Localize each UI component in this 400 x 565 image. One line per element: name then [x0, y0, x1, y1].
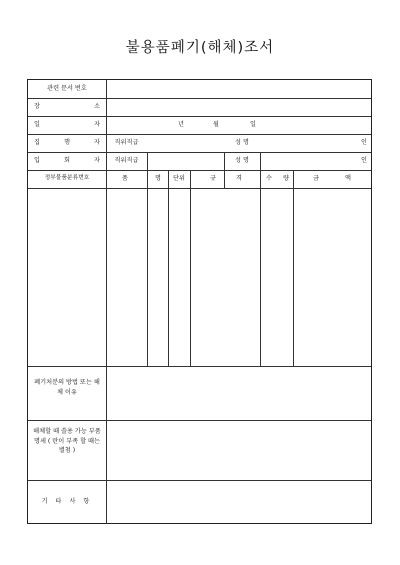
place-label	[34, 104, 100, 110]
row-divider	[28, 116, 371, 117]
row-divider	[28, 188, 371, 189]
header-qty-b: 량	[283, 175, 289, 182]
header-spec-a: 규	[210, 175, 216, 182]
executor-rank-label: 직위직급	[114, 139, 139, 146]
date-label-b: 자	[94, 121, 100, 128]
header-amount-b: 액	[345, 175, 351, 182]
header-spec-b: 격	[236, 175, 242, 182]
date-label	[34, 122, 100, 128]
column-divider	[190, 170, 191, 366]
month-marker: 월	[213, 121, 219, 128]
header-unit: 단위	[173, 175, 185, 182]
row-divider	[28, 134, 371, 135]
executor-label	[34, 140, 100, 146]
witness-label-c: 자	[94, 157, 100, 164]
day-marker: 일	[250, 121, 256, 128]
witness-label-a: 입	[34, 157, 40, 164]
place-label-b: 소	[94, 103, 100, 110]
row-divider	[28, 152, 371, 153]
place-label-a: 장	[34, 103, 40, 110]
document-title: 불용품폐기(해체)조서	[125, 40, 275, 56]
column-divider	[260, 170, 261, 366]
witness-rank-label: 직위직급	[114, 157, 139, 164]
row-divider	[28, 98, 371, 99]
column-divider	[293, 170, 294, 366]
column-divider	[168, 170, 169, 366]
header-qty-a: 수	[266, 175, 272, 182]
row-divider	[28, 480, 371, 481]
column-divider	[147, 152, 148, 366]
disposal-method-label: 폐기처분의 방법 또는 해체 이유	[34, 379, 100, 396]
witness-name-label: 성 명	[235, 157, 249, 164]
disposal-form	[27, 79, 372, 524]
reusable-parts-label: 해체할 때 쓸용 가능 부품 명세 ( 란이 부족 할 때는 별첨 )	[33, 428, 101, 455]
header-item-b: 명	[155, 175, 161, 182]
executor-label-b: 행	[64, 139, 70, 146]
year-marker: 년	[178, 121, 184, 128]
executor-label-c: 자	[94, 139, 100, 146]
row-divider	[28, 366, 371, 367]
header-item-a: 품	[122, 175, 128, 182]
witness-seal: 인	[361, 157, 367, 164]
witness-label-b: 회	[64, 157, 70, 164]
row-divider	[28, 170, 371, 171]
witness-label	[34, 158, 100, 164]
label-column-divider	[106, 80, 107, 524]
header-classification-no: 정부물품분류번호	[44, 175, 90, 181]
doc-no-label: 관련 문서 번호	[47, 85, 87, 92]
row-divider	[28, 420, 371, 421]
executor-name-label: 성 명	[235, 139, 249, 146]
other-notes-label: 기 타 사 항	[41, 498, 93, 505]
date-label-a: 일	[34, 121, 40, 128]
executor-seal: 인	[361, 139, 367, 146]
executor-label-a: 집	[34, 139, 40, 146]
header-amount-a: 금	[313, 175, 319, 182]
